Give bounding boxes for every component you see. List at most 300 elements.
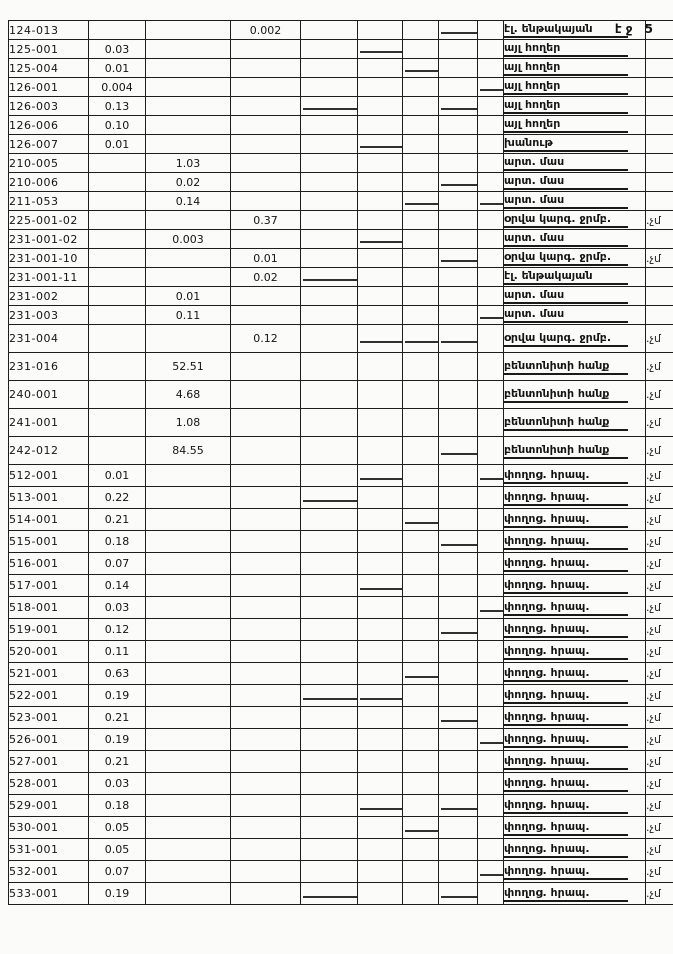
value-col2-cell: 0.02 [146, 173, 231, 192]
empty-cell [301, 575, 358, 597]
empty-cell [358, 531, 403, 553]
empty-cell [301, 287, 358, 306]
margin-note [646, 287, 673, 306]
empty-cell [478, 531, 504, 553]
margin-note [646, 192, 673, 211]
description-text: այլ հողեր [504, 41, 628, 57]
value-col3-cell [231, 230, 301, 249]
empty-cell [301, 211, 358, 230]
description-text: այլ հողեր [504, 98, 628, 114]
code-cell: 231-001-10 [9, 249, 89, 268]
empty-cell [439, 353, 478, 381]
description-text: արտ. մաս [504, 193, 628, 209]
value-col2-cell [146, 817, 231, 839]
empty-cell [439, 465, 478, 487]
description-cell [504, 353, 646, 381]
empty-cell [403, 641, 439, 663]
empty-cell [439, 230, 478, 249]
description-cell [504, 531, 646, 553]
empty-cell [403, 59, 439, 78]
description-cell [504, 641, 646, 663]
margin-note: .չմ [646, 409, 673, 437]
table-row [9, 437, 673, 465]
margin-note: .չմ [646, 531, 673, 553]
empty-cell [358, 839, 403, 861]
code-cell: 526-001 [9, 729, 89, 751]
description-cell [504, 325, 646, 353]
description-text: բենտոնիտի հանք [504, 415, 628, 431]
empty-cell [358, 487, 403, 509]
empty-cell [358, 59, 403, 78]
value-col1-cell: 0.03 [89, 40, 146, 59]
value-col3-cell [231, 381, 301, 409]
description-cell [504, 173, 646, 192]
margin-note [646, 306, 673, 325]
table-row [9, 325, 673, 353]
table-row [9, 575, 673, 597]
margin-note: .չմ [646, 751, 673, 773]
code-cell: 240-001 [9, 381, 89, 409]
code-cell: 126-007 [9, 135, 89, 154]
value-col1-cell [89, 381, 146, 409]
value-col3-cell [231, 883, 301, 905]
empty-cell [439, 773, 478, 795]
empty-cell [358, 192, 403, 211]
margin-note: .չմ [646, 861, 673, 883]
empty-cell [358, 381, 403, 409]
value-col1-cell: 0.63 [89, 663, 146, 685]
value-col2-cell: 0.14 [146, 192, 231, 211]
empty-cell [358, 154, 403, 173]
empty-cell [478, 287, 504, 306]
empty-cell [358, 465, 403, 487]
empty-cell [301, 663, 358, 685]
table-row [9, 306, 673, 325]
empty-cell [358, 751, 403, 773]
value-col1-cell: 0.12 [89, 619, 146, 641]
empty-cell [439, 707, 478, 729]
empty-cell [403, 883, 439, 905]
table-row [9, 773, 673, 795]
empty-cell [403, 553, 439, 575]
value-col3-cell: 0.02 [231, 268, 301, 287]
value-col1-cell [89, 211, 146, 230]
description-text: այլ հողեր [504, 60, 628, 76]
margin-note: .չմ [646, 553, 673, 575]
empty-cell [439, 575, 478, 597]
empty-cell [439, 97, 478, 116]
empty-cell [403, 154, 439, 173]
empty-cell [439, 861, 478, 883]
description-text: բենտոնիտի հանք [504, 359, 628, 375]
margin-note [646, 268, 673, 287]
page-number-label: էջ 5 [615, 22, 657, 36]
empty-cell [403, 773, 439, 795]
description-cell [504, 287, 646, 306]
table-row [9, 861, 673, 883]
empty-cell [403, 707, 439, 729]
empty-cell [358, 325, 403, 353]
empty-cell [439, 78, 478, 97]
empty-cell [439, 839, 478, 861]
description-cell [504, 465, 646, 487]
empty-cell [478, 59, 504, 78]
description-text: էլ. ենթակայան [504, 269, 628, 285]
empty-cell [403, 173, 439, 192]
empty-cell [301, 531, 358, 553]
value-col3-cell [231, 531, 301, 553]
description-text: փողոց. հրապ. [504, 534, 628, 550]
value-col1-cell: 0.01 [89, 465, 146, 487]
value-col1-cell [89, 306, 146, 325]
description-text: փողոց. հրապ. [504, 688, 628, 704]
empty-cell [439, 553, 478, 575]
empty-cell [439, 663, 478, 685]
empty-cell [403, 306, 439, 325]
description-cell [504, 619, 646, 641]
margin-note [646, 173, 673, 192]
description-cell [504, 817, 646, 839]
description-text: օրվա կարգ. ջրմբ. [504, 212, 628, 228]
empty-cell [358, 773, 403, 795]
empty-cell [478, 883, 504, 905]
code-cell: 231-016 [9, 353, 89, 381]
empty-cell [478, 729, 504, 751]
code-cell: 532-001 [9, 861, 89, 883]
code-cell: 231-004 [9, 325, 89, 353]
value-col1-cell [89, 21, 146, 40]
code-cell: 513-001 [9, 487, 89, 509]
empty-cell [301, 135, 358, 154]
description-cell [504, 597, 646, 619]
description-cell [504, 751, 646, 773]
value-col3-cell [231, 353, 301, 381]
table-row [9, 59, 673, 78]
empty-cell [301, 21, 358, 40]
description-text: խանութ [504, 136, 628, 152]
value-col3-cell [231, 116, 301, 135]
empty-cell [403, 268, 439, 287]
empty-cell [358, 641, 403, 663]
empty-cell [478, 325, 504, 353]
empty-cell [301, 685, 358, 707]
value-col2-cell [146, 465, 231, 487]
value-col3-cell: 0.37 [231, 211, 301, 230]
empty-cell [439, 883, 478, 905]
empty-cell [301, 325, 358, 353]
empty-cell [403, 597, 439, 619]
description-text: փողոց. հրապ. [504, 886, 628, 902]
empty-cell [478, 707, 504, 729]
empty-cell [439, 487, 478, 509]
margin-note: .չմ [646, 817, 673, 839]
description-text: փողոց. հրապ. [504, 622, 628, 638]
table-row [9, 531, 673, 553]
value-col2-cell: 0.11 [146, 306, 231, 325]
code-cell: 241-001 [9, 409, 89, 437]
table-row [9, 553, 673, 575]
empty-cell [439, 509, 478, 531]
value-col3-cell [231, 663, 301, 685]
value-col2-cell [146, 553, 231, 575]
empty-cell [478, 641, 504, 663]
value-col1-cell [89, 287, 146, 306]
description-cell [504, 154, 646, 173]
value-col1-cell [89, 268, 146, 287]
empty-cell [439, 381, 478, 409]
margin-note: .չմ [646, 839, 673, 861]
empty-cell [301, 817, 358, 839]
value-col1-cell: 0.19 [89, 729, 146, 751]
value-col2-cell [146, 663, 231, 685]
empty-cell [478, 409, 504, 437]
description-cell [504, 487, 646, 509]
empty-cell [301, 173, 358, 192]
table-row [9, 154, 673, 173]
empty-cell [478, 21, 504, 40]
margin-note: .չմ [646, 597, 673, 619]
code-cell: 521-001 [9, 663, 89, 685]
value-col1-cell [89, 173, 146, 192]
code-cell: 527-001 [9, 751, 89, 773]
empty-cell [403, 465, 439, 487]
value-col1-cell: 0.10 [89, 116, 146, 135]
value-col1-cell: 0.05 [89, 817, 146, 839]
value-col3-cell [231, 619, 301, 641]
description-cell [504, 685, 646, 707]
description-cell [504, 135, 646, 154]
table-row [9, 597, 673, 619]
value-col3-cell [231, 509, 301, 531]
value-col1-cell: 0.11 [89, 641, 146, 663]
empty-cell [403, 509, 439, 531]
code-cell: 231-001-02 [9, 230, 89, 249]
margin-note [646, 78, 673, 97]
value-col2-cell [146, 249, 231, 268]
description-cell [504, 211, 646, 230]
empty-cell [403, 287, 439, 306]
description-cell [504, 116, 646, 135]
empty-cell [301, 268, 358, 287]
empty-cell [439, 192, 478, 211]
code-cell: 210-005 [9, 154, 89, 173]
value-col3-cell [231, 773, 301, 795]
empty-cell [358, 883, 403, 905]
empty-cell [478, 116, 504, 135]
margin-note [646, 154, 673, 173]
code-cell: 529-001 [9, 795, 89, 817]
empty-cell [403, 78, 439, 97]
value-col1-cell [89, 409, 146, 437]
code-cell: 126-006 [9, 116, 89, 135]
empty-cell [301, 78, 358, 97]
empty-cell [478, 173, 504, 192]
code-cell: 231-001-11 [9, 268, 89, 287]
value-col1-cell [89, 230, 146, 249]
description-text: օրվա կարգ. ջրմբ. [504, 250, 628, 266]
description-cell [504, 663, 646, 685]
table-row [9, 509, 673, 531]
value-col1-cell: 0.19 [89, 883, 146, 905]
empty-cell [403, 531, 439, 553]
empty-cell [478, 773, 504, 795]
description-cell [504, 437, 646, 465]
value-col3-cell [231, 685, 301, 707]
table-row [9, 116, 673, 135]
empty-cell [439, 59, 478, 78]
empty-cell [478, 597, 504, 619]
value-col3-cell [231, 465, 301, 487]
empty-cell [439, 817, 478, 839]
empty-cell [301, 619, 358, 641]
description-text: փողոց. հրապ. [504, 820, 628, 836]
code-cell: 231-002 [9, 287, 89, 306]
value-col3-cell [231, 575, 301, 597]
empty-cell [358, 211, 403, 230]
table-row [9, 192, 673, 211]
table-row [9, 211, 673, 230]
description-cell [504, 883, 646, 905]
margin-note: .չմ [646, 685, 673, 707]
margin-note: .չմ [646, 883, 673, 905]
empty-cell [301, 40, 358, 59]
value-col3-cell: 0.01 [231, 249, 301, 268]
value-col3-cell [231, 306, 301, 325]
empty-cell [358, 353, 403, 381]
description-text: փողոց. հրապ. [504, 600, 628, 616]
empty-cell [478, 353, 504, 381]
code-cell: 515-001 [9, 531, 89, 553]
value-col2-cell [146, 21, 231, 40]
table-row [9, 839, 673, 861]
empty-cell [439, 135, 478, 154]
code-cell: 225-001-02 [9, 211, 89, 230]
margin-note: .չմ [646, 381, 673, 409]
table-row [9, 135, 673, 154]
empty-cell [403, 40, 439, 59]
empty-cell [478, 861, 504, 883]
value-col1-cell: 0.22 [89, 487, 146, 509]
table-row [9, 287, 673, 306]
code-cell: 531-001 [9, 839, 89, 861]
value-col2-cell [146, 575, 231, 597]
value-col1-cell: 0.03 [89, 597, 146, 619]
margin-note [646, 40, 673, 59]
empty-cell [439, 211, 478, 230]
value-col2-cell [146, 40, 231, 59]
description-cell [504, 729, 646, 751]
empty-cell [478, 135, 504, 154]
empty-cell [403, 21, 439, 40]
description-text: արտ. մաս [504, 307, 628, 323]
empty-cell [478, 211, 504, 230]
description-text: փողոց. հրապ. [504, 754, 628, 770]
value-col3-cell [231, 287, 301, 306]
empty-cell [301, 154, 358, 173]
description-text: այլ հողեր [504, 117, 628, 133]
empty-cell [478, 817, 504, 839]
empty-cell [301, 249, 358, 268]
empty-cell [358, 230, 403, 249]
empty-cell [478, 154, 504, 173]
value-col2-cell [146, 135, 231, 154]
empty-cell [301, 553, 358, 575]
empty-cell [403, 487, 439, 509]
margin-note [646, 116, 673, 135]
empty-cell [301, 192, 358, 211]
description-text: փողոց. հրապ. [504, 556, 628, 572]
empty-cell [403, 861, 439, 883]
empty-cell [403, 192, 439, 211]
empty-cell [301, 487, 358, 509]
description-text: փողոց. հրապ. [504, 578, 628, 594]
value-col2-cell [146, 211, 231, 230]
empty-cell [358, 707, 403, 729]
value-col2-cell: 0.003 [146, 230, 231, 249]
records-table-body [9, 21, 673, 905]
value-col3-cell [231, 597, 301, 619]
code-cell: 519-001 [9, 619, 89, 641]
empty-cell [301, 97, 358, 116]
code-cell: 125-001 [9, 40, 89, 59]
description-text: փողոց. հրապ. [504, 710, 628, 726]
empty-cell [403, 116, 439, 135]
empty-cell [358, 97, 403, 116]
value-col2-cell [146, 59, 231, 78]
empty-cell [439, 173, 478, 192]
empty-cell [403, 325, 439, 353]
empty-cell [358, 729, 403, 751]
value-col2-cell: 52.51 [146, 353, 231, 381]
description-text: փողոց. հրապ. [504, 468, 628, 484]
code-cell: 516-001 [9, 553, 89, 575]
table-row [9, 268, 673, 287]
value-col2-cell [146, 729, 231, 751]
empty-cell [403, 353, 439, 381]
table-row [9, 663, 673, 685]
empty-cell [403, 663, 439, 685]
empty-cell [358, 249, 403, 268]
value-col3-cell [231, 707, 301, 729]
value-col1-cell: 0.004 [89, 78, 146, 97]
table-row [9, 707, 673, 729]
empty-cell [301, 861, 358, 883]
value-col3-cell [231, 59, 301, 78]
description-text: փողոց. հրապ. [504, 732, 628, 748]
margin-note: .չմ [646, 729, 673, 751]
margin-note: .չմ [646, 663, 673, 685]
empty-cell [358, 509, 403, 531]
value-col2-cell [146, 883, 231, 905]
description-text: բենտոնիտի հանք [504, 443, 628, 459]
empty-cell [439, 597, 478, 619]
empty-cell [403, 409, 439, 437]
value-col3-cell [231, 487, 301, 509]
empty-cell [358, 663, 403, 685]
empty-cell [439, 325, 478, 353]
description-cell [504, 795, 646, 817]
table-row [9, 40, 673, 59]
description-text: էլ. ենթակայան [504, 22, 628, 38]
code-cell: 514-001 [9, 509, 89, 531]
value-col2-cell: 1.03 [146, 154, 231, 173]
empty-cell [358, 21, 403, 40]
empty-cell [439, 729, 478, 751]
margin-note: .չմ [646, 795, 673, 817]
margin-note [646, 97, 673, 116]
table-row [9, 97, 673, 116]
code-cell: 126-003 [9, 97, 89, 116]
